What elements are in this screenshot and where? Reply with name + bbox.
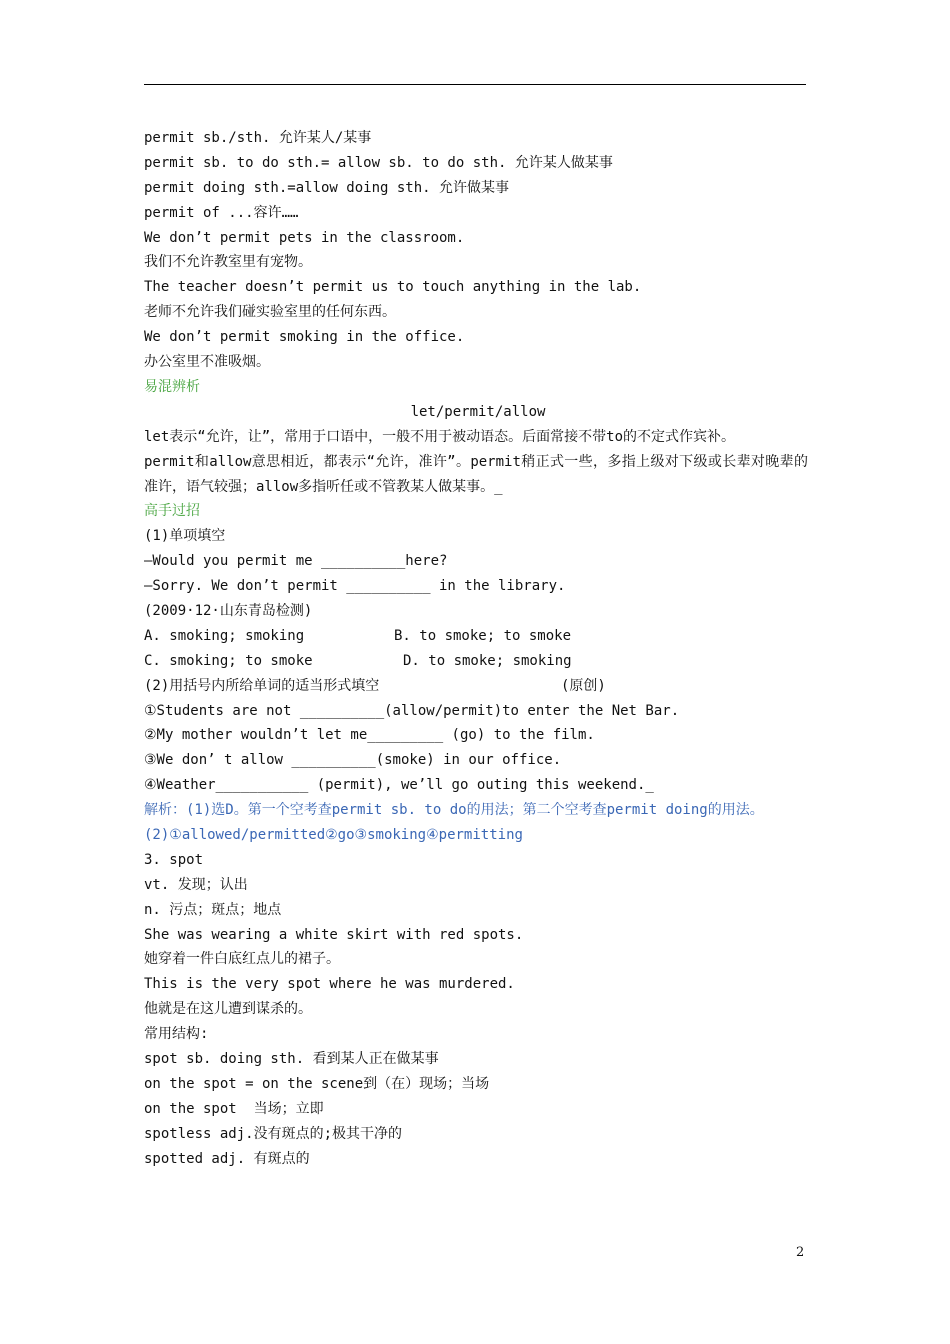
text-line: permit sb./sth. 允许某人/某事	[144, 130, 372, 146]
option-c: C. smoking; to smoke	[144, 652, 313, 669]
example-translation: 我们不允许教室里有宠物。	[144, 254, 312, 271]
question-line: —Sorry. We don’t permit __________ in the library.	[144, 578, 566, 595]
answer-key: (2)①allowed/permitted②go③smoking④permitting	[144, 827, 523, 843]
section-heading-confusables: 易混辨析	[144, 378, 200, 395]
example-sentence: We don’t permit smoking in the office.	[144, 329, 465, 346]
option-d: D. to smoke; smoking	[403, 652, 572, 669]
answer-analysis: 解析：(1)选D。第一个空考查permit sb. to do的用法；第二个空考查permit doing的用法。	[144, 802, 764, 819]
text-line: permit of ...容许……	[144, 204, 299, 221]
options-row	[144, 624, 808, 649]
section-heading-exercises: 高手过招	[144, 503, 200, 520]
fill-blank-item: ④Weather___________ (permit), we’ll go outing this weekend._	[144, 777, 654, 794]
structure-line: spot sb. doing sth. 看到某人正在做某事	[144, 1051, 439, 1068]
example-sentence: The teacher doesn’t permit us to touch anything in the lab.	[144, 279, 642, 296]
structure-line: on the spot = on the scene到（在）现场；当场	[144, 1075, 490, 1092]
comparison-title: let/permit/allow	[410, 403, 546, 420]
example-translation: 他就是在这儿遭到谋杀的。	[144, 1001, 312, 1018]
definition-line: vt. 发现；认出	[144, 876, 248, 893]
fill-blank-item: ③We don’ t allow __________(smoke) in our office.	[144, 752, 562, 769]
page-number: 2	[796, 1245, 805, 1260]
definition-line: n. 污点；斑点；地点	[144, 901, 282, 918]
exercise-instruction: (2)用括号内所给单词的适当形式填空	[144, 677, 380, 694]
fill-blank-item: ②My mother wouldn’t let me_________ (go) to the film.	[144, 727, 595, 744]
paragraph-permit-allow: permit和allow意思相近，都表示“允许，准许”。permit稍正式一些，多指上级对下级或长辈对晚辈的准许，语气较强；allow多指听任或不管教某人做某事。_	[144, 453, 808, 495]
structure-line: spotted adj. 有斑点的	[144, 1150, 310, 1167]
example-translation: 她穿着一件白底红点儿的裙子。	[144, 951, 340, 968]
structure-line: spotless adj.没有斑点的;极其干净的	[144, 1125, 403, 1142]
text-line: permit doing sth.=allow doing sth. 允许做某事	[144, 179, 510, 196]
text-line: permit sb. to do sth.= allow sb. to do sth. 允许某人做某事	[144, 154, 613, 171]
example-translation: 老师不允许我们碰实验室里的任何东西。	[144, 304, 396, 321]
structures-heading: 常用结构:	[144, 1026, 209, 1043]
exercise-heading	[144, 674, 808, 699]
exercise-heading: (1)单项填空	[144, 528, 226, 545]
exercise-source: (原创)	[561, 677, 606, 694]
vocab-heading: 3. spot	[144, 851, 204, 868]
example-sentence: She was wearing a white skirt with red spots.	[144, 926, 524, 943]
structure-line: on the spot 当场；立即	[144, 1100, 324, 1117]
example-sentence: This is the very spot where he was murdered.	[144, 976, 515, 993]
fill-blank-item: ①Students are not __________(allow/permit)to enter the Net Bar.	[144, 702, 680, 719]
question-source: (2009·12·山东青岛检测)	[144, 602, 313, 619]
page-body	[144, 126, 808, 1171]
header-rule	[144, 84, 806, 85]
options-row	[144, 649, 808, 674]
option-a: A. smoking; smoking	[144, 627, 305, 644]
example-translation: 办公室里不准吸烟。	[144, 354, 270, 371]
paragraph-let: let表示“允许，让”，常用于口语中，一般不用于被动语态。后面常接不带to的不定式作宾补。	[144, 428, 735, 445]
example-sentence: We don’t permit pets in the classroom.	[144, 229, 465, 246]
question-line: —Would you permit me __________here?	[144, 553, 448, 570]
option-b: B. to smoke; to smoke	[394, 627, 572, 644]
